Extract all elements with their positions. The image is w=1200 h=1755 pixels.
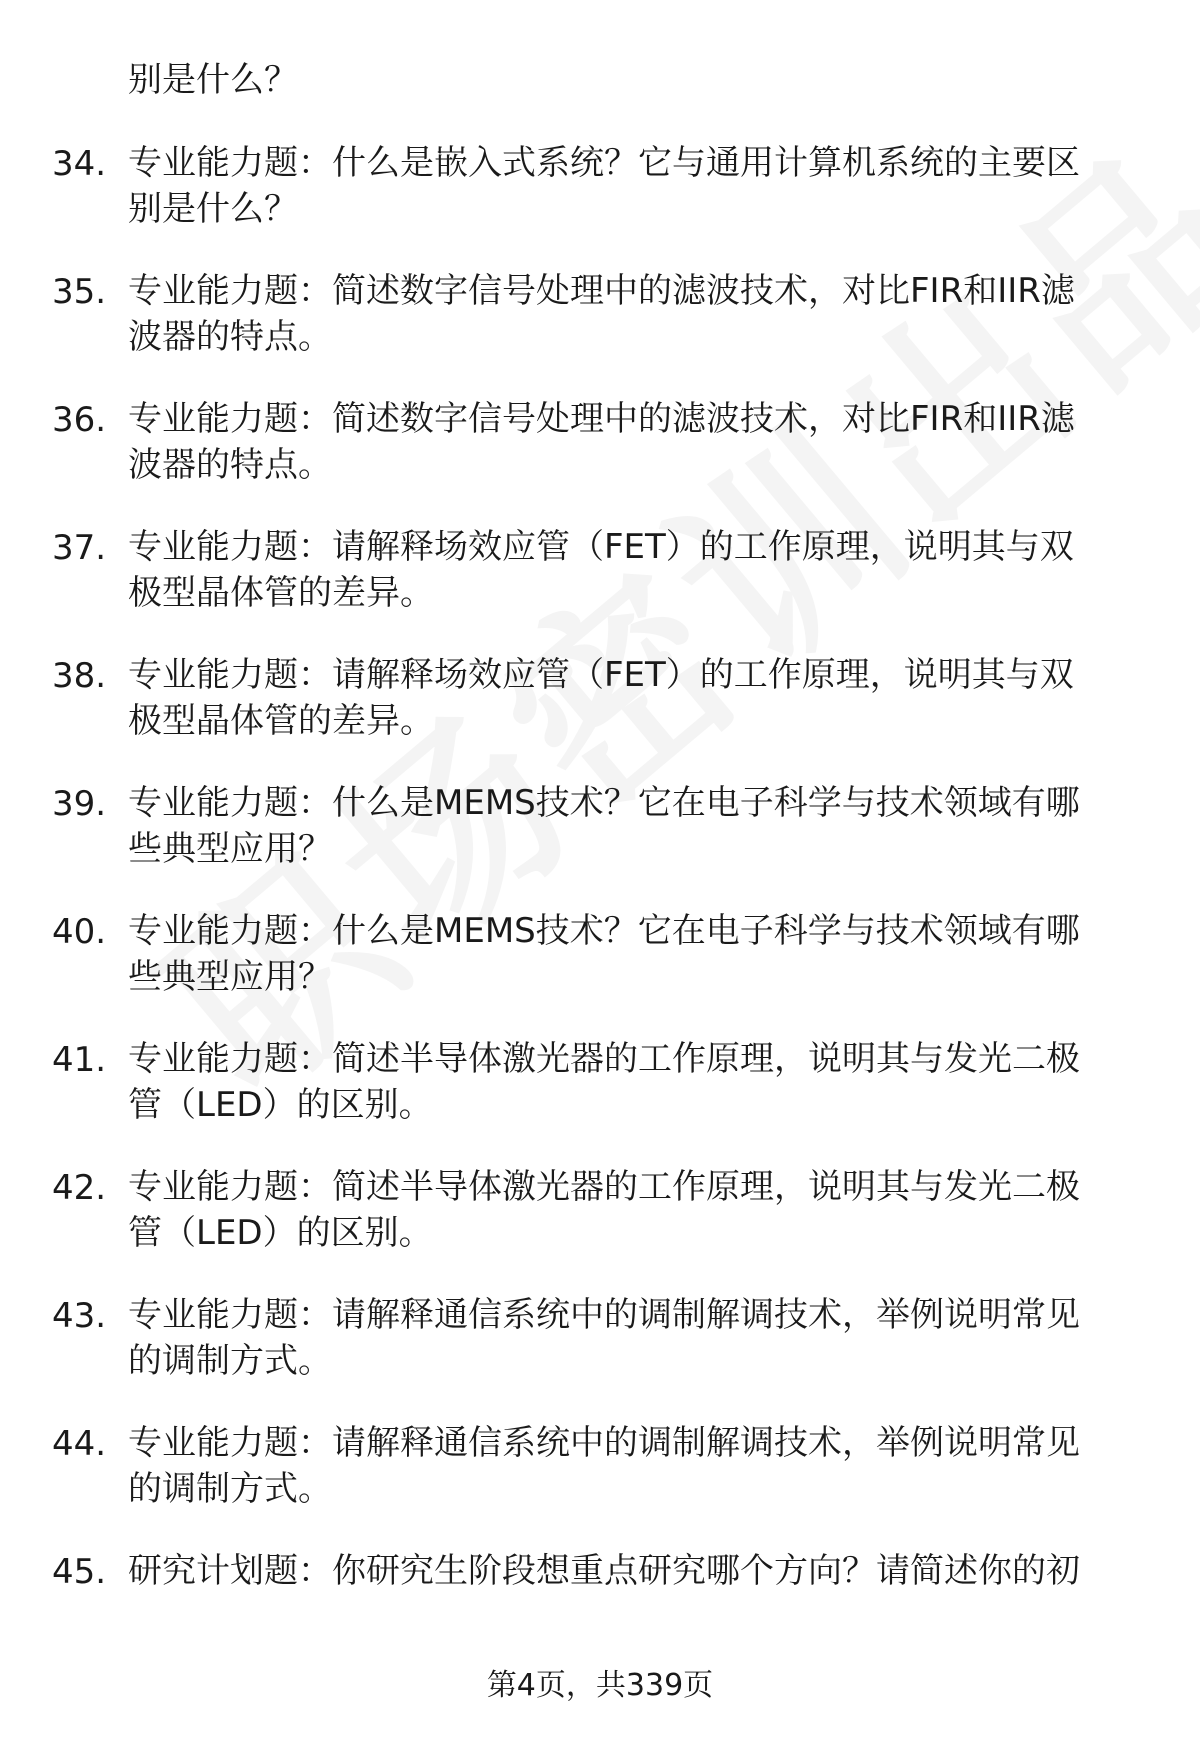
item-number: 41. xyxy=(52,1040,107,1080)
item-number: 43. xyxy=(52,1296,107,1336)
item-line: 专业能力题：什么是嵌入式系统？它与通用计算机系统的主要区 xyxy=(128,143,1080,183)
item-line: 专业能力题：简述数字信号处理中的滤波技术，对比FIR和IIR滤 xyxy=(128,399,1075,439)
item-line: 别是什么？ xyxy=(128,189,298,229)
item-line: 极型晶体管的差异。 xyxy=(128,573,434,613)
item-text xyxy=(128,1420,1152,1512)
page-footer: 第4页，共339页 xyxy=(486,1668,714,1703)
item-number: 34. xyxy=(52,144,107,184)
item-line: 极型晶体管的差异。 xyxy=(128,701,434,741)
item-line: 波器的特点。 xyxy=(128,445,332,485)
item-text xyxy=(128,268,1152,360)
item-text xyxy=(128,1036,1152,1128)
list-item xyxy=(52,1292,1152,1384)
item-line: 管（LED）的区别。 xyxy=(128,1213,433,1253)
item-number: 38. xyxy=(52,656,107,696)
item-line: 专业能力题：请解释场效应管（FET）的工作原理，说明其与双 xyxy=(128,527,1074,567)
list-item xyxy=(52,652,1152,744)
item-text xyxy=(128,1164,1152,1256)
item-number: 45. xyxy=(52,1552,107,1592)
list-item xyxy=(52,524,1152,616)
item-text xyxy=(128,908,1152,1000)
item-line: 管（LED）的区别。 xyxy=(128,1085,433,1125)
item-number: 40. xyxy=(52,912,107,952)
list-item xyxy=(52,396,1152,488)
item-line: 研究计划题：你研究生阶段想重点研究哪个方向？请简述你的初 xyxy=(128,1551,1080,1591)
item-line: 专业能力题：简述半导体激光器的工作原理，说明其与发光二极 xyxy=(128,1039,1080,1079)
item-number: 42. xyxy=(52,1168,107,1208)
item-number: 36. xyxy=(52,400,107,440)
item-line: 波器的特点。 xyxy=(128,317,332,357)
item-text xyxy=(128,524,1152,616)
item-line: 专业能力题：请解释通信系统中的调制解调技术，举例说明常见 xyxy=(128,1423,1080,1463)
item-number: 37. xyxy=(52,528,107,568)
item-number: 35. xyxy=(52,272,107,312)
item-text xyxy=(128,140,1152,232)
list-item xyxy=(52,1420,1152,1512)
list-item xyxy=(52,908,1152,1000)
item-line: 些典型应用？ xyxy=(128,829,332,869)
list-item xyxy=(52,1548,1152,1596)
list-item xyxy=(52,1036,1152,1128)
item-line: 专业能力题：请解释场效应管（FET）的工作原理，说明其与双 xyxy=(128,655,1074,695)
list-item xyxy=(52,268,1152,360)
item-number: 44. xyxy=(52,1424,107,1464)
item-line: 的调制方式。 xyxy=(128,1469,332,1509)
item-line: 专业能力题：简述数字信号处理中的滤波技术，对比FIR和IIR滤 xyxy=(128,271,1075,311)
list-item xyxy=(52,1164,1152,1256)
item-text xyxy=(128,652,1152,744)
item-number: 39. xyxy=(52,784,107,824)
list-item xyxy=(52,780,1152,872)
item-text xyxy=(128,1548,1152,1594)
item-line: 专业能力题：简述半导体激光器的工作原理，说明其与发光二极 xyxy=(128,1167,1080,1207)
item-line: 专业能力题：什么是MEMS技术？它在电子科学与技术领域有哪 xyxy=(128,783,1080,823)
item-line: 专业能力题：请解释通信系统中的调制解调技术，举例说明常见 xyxy=(128,1295,1080,1335)
item-text xyxy=(128,396,1152,488)
item-text xyxy=(128,780,1152,872)
question-list xyxy=(52,56,1152,1632)
continuation-text: 别是什么？ xyxy=(128,60,298,100)
item-text xyxy=(128,1292,1152,1384)
item-line: 的调制方式。 xyxy=(128,1341,332,1381)
item-line: 些典型应用？ xyxy=(128,957,332,997)
list-item xyxy=(52,140,1152,232)
item-line: 专业能力题：什么是MEMS技术？它在电子科学与技术领域有哪 xyxy=(128,911,1080,951)
